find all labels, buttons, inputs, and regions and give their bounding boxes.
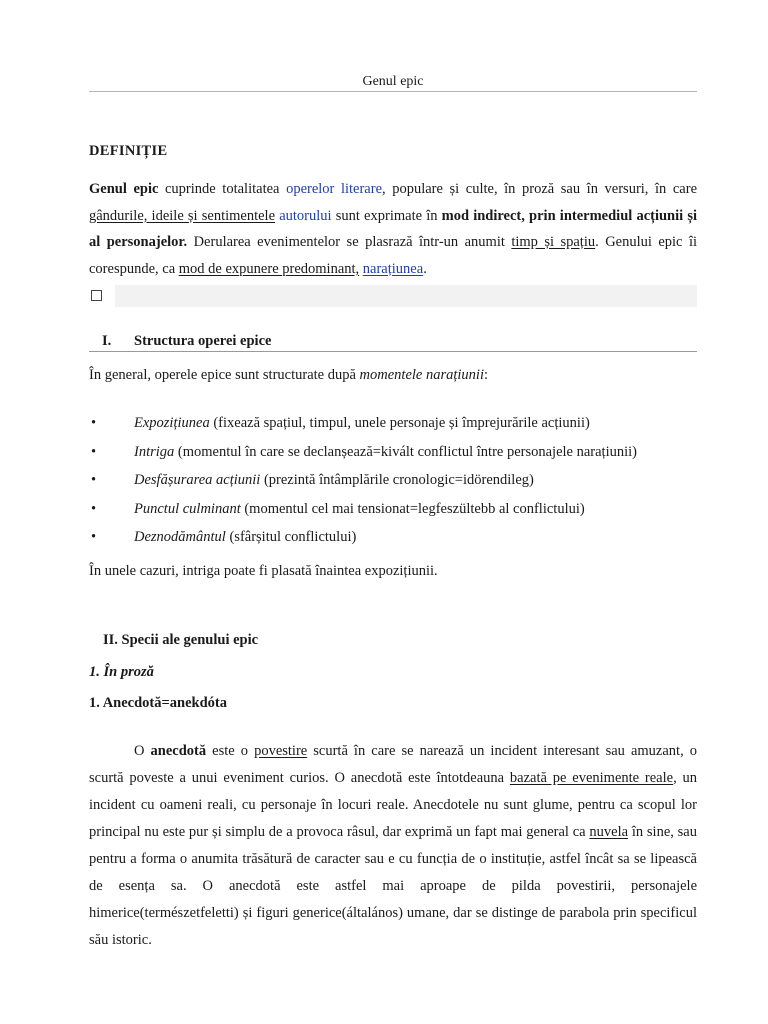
list-item-text (134, 527, 356, 547)
header-divider (89, 91, 697, 92)
text-run: În general, operele epice sunt structurate după (89, 367, 360, 383)
list-item-desc: (momentul în care se declanșează=kivált conflictul între personajele narațiunii) (174, 443, 637, 460)
underlined-text: mod de expunere predominant, (178, 260, 360, 277)
content-control-row (89, 285, 697, 307)
list-item-text (134, 470, 534, 490)
list-item-desc: (momentul cel mai tensionat=legfeszültebb al conflictului) (240, 500, 585, 517)
link-opere-literare[interactable]: operelor literare (286, 181, 382, 197)
underlined-text: povestire (254, 743, 308, 759)
section1-intro (89, 367, 488, 384)
text-run: cuprinde totalitatea (158, 181, 287, 197)
text-run: sunt exprimate în (331, 207, 442, 224)
anecdote-heading: 1. Anecdotă=anekdóta (89, 695, 227, 711)
section1-title: Structura operei epice (134, 333, 272, 349)
definition-paragraph (89, 176, 697, 282)
list-item-text (134, 442, 637, 462)
list-item (89, 499, 697, 528)
list-item-term: Punctul culminant (134, 500, 241, 517)
link-naratiunea[interactable]: narațiunea (362, 260, 424, 277)
list-item (89, 470, 697, 499)
text-run: . Genului epic îi corespunde, ca (89, 234, 697, 277)
bold-term: anecdotă (150, 743, 207, 759)
underlined-text: gândurile, ideile și sentimentele (89, 207, 276, 224)
list-item-desc: (prezintă întâmplările cronologic=idörendileg) (260, 472, 534, 488)
subsection-heading: 1. În proză (89, 664, 154, 680)
bullet-icon: • (91, 415, 97, 431)
list-item-desc: (fixează spațiul, timpul, unele personaje și împrejurările acțiunii) (209, 415, 590, 431)
bullet-icon: • (91, 500, 97, 517)
list-item (89, 413, 697, 442)
list-item-term: Intriga (134, 443, 175, 460)
checkbox[interactable] (91, 290, 102, 301)
text-run: este o (206, 743, 255, 759)
section1-note: În unele cazuri, intriga poate fi plasată înaintea expozițiunii. (89, 563, 438, 579)
link-autorului[interactable]: autorului (279, 207, 332, 224)
text-run: O (134, 743, 151, 759)
list-item-term: Expozițiunea (134, 415, 210, 431)
list-item-text (134, 499, 585, 519)
bullet-icon: • (91, 443, 97, 460)
section2-heading: II. Specii ale genului epic (103, 632, 259, 648)
italic-phrase: momentele narațiunii (359, 367, 484, 383)
page-header-title: Genul epic (362, 74, 424, 89)
list-item-desc: (sfârșitul conflictului) (225, 529, 357, 545)
list-item (89, 442, 697, 471)
list-item-text (134, 413, 590, 433)
list-item-term: Desfășurarea acțiunii (134, 472, 261, 488)
text-run: Derularea evenimentelor se plasrază într-un anumit (187, 234, 512, 250)
section1-number: I. (102, 333, 112, 349)
list-item (89, 527, 697, 556)
bullet-icon: • (91, 472, 97, 488)
text-run: în sine, sau pentru a forma o anumita trăsătură de caracter sau e cu funcția de o instituție, astfel încât sa se lipească de esența sa. O anecdotă este astfel mai aproape de pilda povestirii, personajele himerice(természetfeletti) și figuri generice(általános) umane, dar se distinge de parabola prin specificul său istoric. (89, 824, 697, 948)
text-run: scurtă în care se narează un incident interesant sau amuzant, o scurtă poveste a unui eveniment curios. O anecdotă este întotdeauna (89, 743, 697, 786)
text-run: , populare și culte, în proză sau în versuri, în care (382, 181, 697, 197)
shaded-field[interactable] (115, 285, 697, 307)
genre-term: Genul epic (89, 181, 159, 197)
underlined-text: timp și spațiu (511, 234, 596, 250)
text-run: . (423, 260, 427, 277)
bullet-icon: • (91, 529, 97, 545)
anecdote-paragraph (89, 738, 697, 954)
bold-phrase: mod indirect, prin intermediul acțiunii și al personajelor. (89, 207, 698, 250)
bullet-list (89, 413, 697, 556)
underlined-text: bazată pe evenimente reale (509, 770, 674, 786)
text-run: : (484, 367, 489, 383)
list-item-term: Deznodământul (134, 529, 226, 545)
section1-heading (89, 332, 697, 352)
text-run: , un incident cu oameni reali, cu personaje în locuri reale. Anecdotele nu sunt glume, pentru ca scopul lor principal nu este pur și simplu de a provoca râsul, dar exprimă un fapt mai general ca (89, 770, 698, 840)
definition-heading: DEFINIȚIE (89, 143, 168, 159)
underlined-text: nuvela (589, 824, 629, 840)
